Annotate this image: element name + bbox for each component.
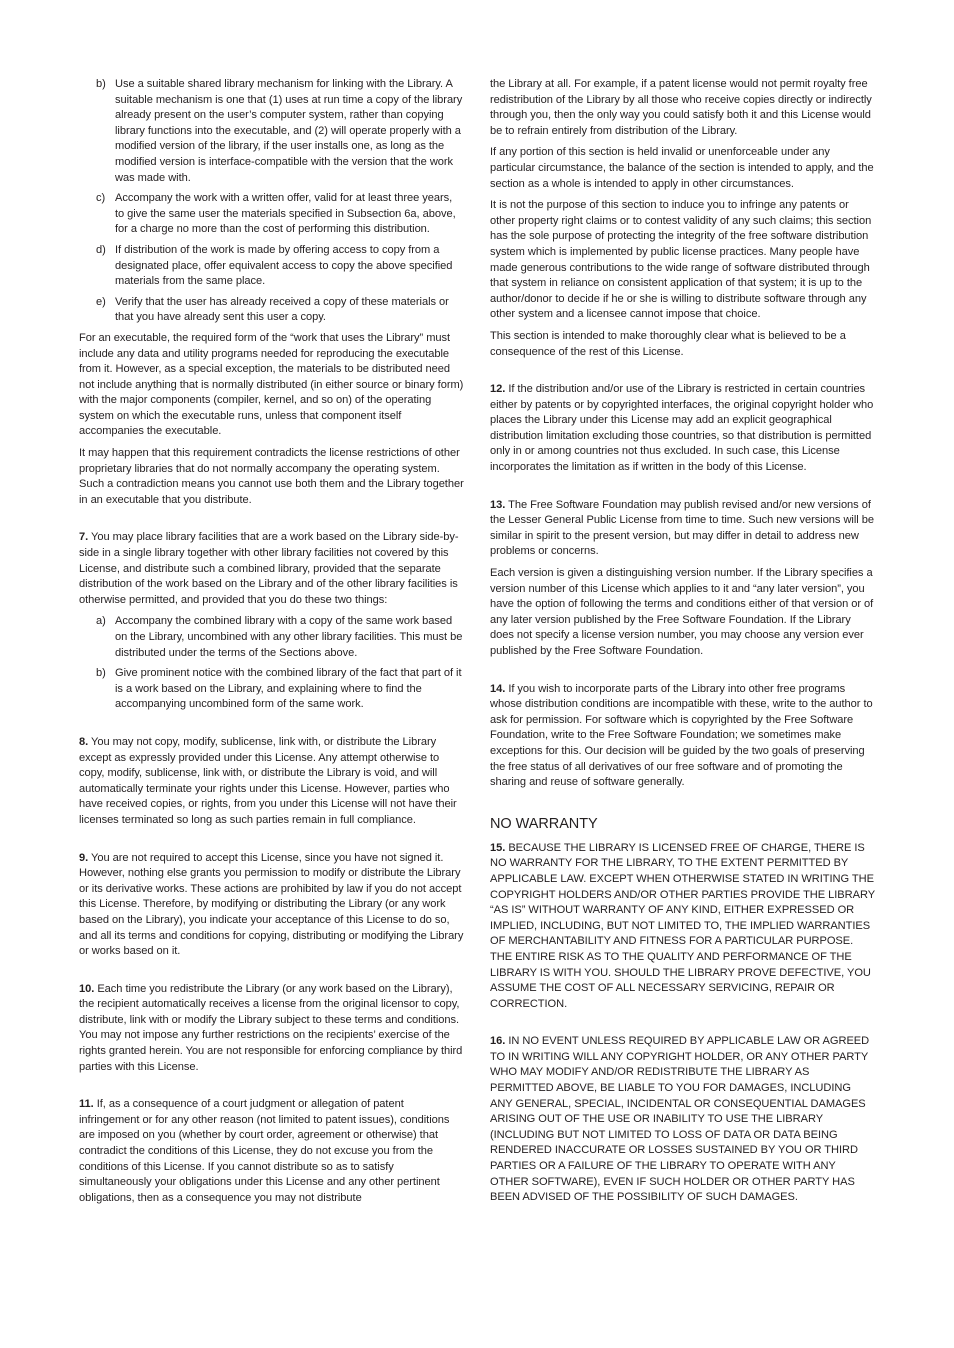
- section-paragraph: [79, 982, 464, 1076]
- list-marker: d): [96, 243, 106, 256]
- section-13: [490, 498, 875, 660]
- list-item-text: Accompany the combined library with a copy of the same work based on the Library, uncombined with any other library facilities. This must be distributed under the terms of the Sections above.: [115, 615, 463, 659]
- section-paragraph: [79, 1097, 464, 1206]
- section-number: 15.: [490, 841, 506, 854]
- section-number: 9.: [79, 851, 89, 864]
- section-text: If you wish to incorporate parts of the Library into other free programs whose distribution conditions are incompatible with these, write to the author to ask for permission. For software which is copyrighted by the Free Software Foundation, write to the Free Software Foundation; we sometimes make exceptions for this. Our decision will be guided by the two goals of preserving the free status of all derivatives of our free software and of promoting the sharing and reuse of software generally.: [490, 682, 873, 789]
- section-10: [79, 982, 464, 1076]
- section-9: [79, 851, 464, 960]
- list-marker: b): [96, 667, 106, 680]
- section-paragraph: [490, 498, 875, 560]
- paragraph: It is not the purpose of this section to induce you to infringe any patents or other property right claims or to contest validity of any such claims; this section has the sole purpose of protecting the integrity of the free software distribution system which is implemented by public license practices. Many people have made generous contributions to the wide range of software distributed through that system in reliance on consistent application of that system; it is up to the author/donor to decide if he or she is willing to distribute software through any other system and a licensee cannot impose that choice.: [490, 199, 872, 321]
- section-number: 11.: [79, 1098, 94, 1111]
- section-number: 12.: [490, 383, 506, 396]
- right-column: [490, 77, 875, 1212]
- list-item-text: If distribution of the work is made by offering access to copy from a designated place, offer equivalent access to copy the above specified materials from the same place.: [115, 243, 453, 288]
- section-8: [79, 735, 464, 829]
- list-marker: c): [96, 192, 106, 205]
- section-text: If, as a consequence of a court judgment or allegation of patent infringement or for any other reason (not limited to patent issues), conditions are imposed on you (whether by court order, agreement or otherwise) that contradict the conditions of this License, they do not excuse you from the conditions of this License. If you cannot distribute so as to satisfy simultaneously your obligations under this License and any other pertinent obligations, then as a consequence you may not distribute: [79, 1098, 450, 1204]
- list-item: [79, 666, 464, 713]
- section-paragraph: [490, 841, 875, 1013]
- section-number: 14.: [490, 682, 506, 695]
- section-paragraph: [79, 735, 464, 829]
- paragraph: If any portion of this section is held invalid or unenforceable under any particular circumstance, the balance of the section is intended to apply, and the section as a whole is intended to apply in other circumstances.: [490, 146, 874, 190]
- list-marker: e): [96, 295, 106, 308]
- section-14: [490, 682, 875, 791]
- left-column: [79, 77, 464, 1212]
- list-marker: b): [96, 78, 106, 90]
- list-item: [79, 77, 464, 186]
- section-number: 7.: [79, 531, 89, 544]
- section-paragraph: [490, 382, 875, 476]
- list-item: [79, 614, 464, 661]
- list-item-text: Use a suitable shared library mechanism for linking with the Library. A suitable mechanism is one that (1) uses at run time a copy of the library already present on the user’s computer system, rather than copying library functions into the executable, and (2) will operate properly with a modified version of the library, if the user installs one, as long as the modified version is interface-compatible with the version that the work was made with.: [115, 78, 463, 184]
- section-7: [79, 530, 464, 713]
- section-11: [79, 1097, 464, 1206]
- list-item-text: Give prominent notice with the combined library of the fact that part of it is a work based on the Library, and explaining where to find the accompanying uncombined form of the same work.: [115, 667, 462, 711]
- no-warranty-heading: NO WARRANTY: [490, 815, 598, 832]
- section-paragraph: [79, 530, 464, 608]
- paragraph: the Library at all. For example, if a patent license would not permit royalty free redistribution of the Library by all those who receive copies directly or indirectly through you, then the only way you could satisfy both it and this License would be to refrain entirely from distribution of the Library.: [490, 78, 872, 137]
- section-text: You may place library facilities that are a work based on the Library side-by-side in a single library together with other library facilities not covered by this License, and distribute such a combined library, provided that the separate distribution of the work based on the Library and of the other library facilities is otherwise permitted, and provided that you do these two things:: [79, 531, 459, 606]
- list-item-text: Verify that the user has already received a copy of these materials or that you have already sent this user a copy.: [115, 295, 449, 324]
- section-paragraph: [79, 851, 464, 960]
- section-paragraph: [490, 1034, 875, 1206]
- section-text: Each time you redistribute the Library (or any work based on the Library), the recipient automatically receives a license from the original licensor to copy, distribute, link with or modify the Library subject to these terms and conditions. You may not impose any further restrictions on the recipients’ exercise of the rights granted herein. You are not responsible for enforcing compliance by third parties with this License.: [79, 982, 463, 1073]
- section-text: If the distribution and/or use of the Library is restricted in certain countries either by patents or by copyrighted interfaces, the original copyright holder who places the Library under this License may add an explicit geographical distribution limitation excluding those countries, so that distribution is permitted only in or among countries not thus excluded. In such case, this License incorporates the limitation as if written in the body of this License.: [490, 383, 874, 474]
- section-paragraph: [490, 682, 875, 791]
- section-16: [490, 1034, 875, 1206]
- list-item: [79, 243, 464, 290]
- section-text: IN NO EVENT UNLESS REQUIRED BY APPLICABLE LAW OR AGREED TO IN WRITING WILL ANY COPYRIGHT HOLDER, OR ANY OTHER PARTY WHO MAY MODIFY AND/OR REDISTRIBUTE THE LIBRARY AS PERMITTED ABOVE, BE LIABLE TO YOU FOR DAMAGES, INCLUDING ANY GENERAL, SPECIAL, INCIDENTAL OR CONSEQUENTIAL DAMAGES ARISING OUT OF THE USE OR INABILITY TO USE THE LIBRARY (INCLUDING BUT NOT LIMITED TO LOSS OF DATA OR DATA BEING RENDERED INACCURATE OR LOSSES SUSTAINED BY YOU OR THIRD PARTIES OR A FAILURE OF THE LIBRARY TO OPERATE WITH ANY OTHER SOFTWARE), EVEN IF SUCH HOLDER OR OTHER PARTY HAS BEEN ADVISED OF THE POSSIBILITY OF SUCH DAMAGES.: [490, 1035, 870, 1204]
- section-text: You may not copy, modify, sublicense, link with, or distribute the Library except as expressly provided under this License. Any attempt otherwise to copy, modify, sublicense, link with, or distribute the Library is void, and will automatically terminate your rights under this License. However, parties who have received copies, or rights, from you under this License will not have their licenses terminated so long as such parties remain in full compliance.: [79, 735, 457, 826]
- paragraph: Each version is given a distinguishing version number. If the Library specifies a version number of this License which applies to it and “any later version”, you have the option of following the terms and conditions either of that version or of any later version published by the Free Software Foundation. If the Library does not specify a license version number, you may choose any version ever published by the Free Software Foundation.: [490, 567, 874, 657]
- list-marker: a): [96, 615, 106, 628]
- paragraph: For an executable, the required form of the “work that uses the Library” must include any data and utility programs needed for reproducing the executable from it. However, as a special exception, the materials to be distributed need not include anything that is normally distributed (in either source or binary form) with the major components (compiler, kernel, and so on) of the operating system on which the executable runs, unless that component itself accompanies the executable.: [79, 331, 464, 438]
- section-text: BECAUSE THE LIBRARY IS LICENSED FREE OF CHARGE, THERE IS NO WARRANTY FOR THE LIBRARY, TO THE EXTENT PERMITTED BY APPLICABLE LAW. EXCEPT WHEN OTHERWISE STATED IN WRITING THE COPYRIGHT HOLDERS AND/OR OTHER PARTIES PROVIDE THE LIBRARY “AS IS” WITHOUT WARRANTY OF ANY KIND, EITHER EXPRESSED OR IMPLIED, INCLUDING, BUT NOT LIMITED TO, THE IMPLIED WARRANTIES OF MERCHANTABILITY AND FITNESS FOR A PARTICULAR PURPOSE. THE ENTIRE RISK AS TO THE QUALITY AND PERFORMANCE OF THE LIBRARY IS WITH YOU. SHOULD THE LIBRARY PROVE DEFECTIVE, YOU ASSUME THE COST OF ALL NECESSARY SERVICING, REPAIR OR CORRECTION.: [490, 841, 875, 1010]
- section-number: 13.: [490, 498, 506, 511]
- section-number: 10.: [79, 982, 95, 995]
- section-12: [490, 382, 875, 476]
- section-7-list: [79, 614, 464, 713]
- paragraph: It may happen that this requirement contradicts the license restrictions of other proprietary libraries that do not normally accompany the operating system. Such a contradiction means you cannot use both them and the Library together in an executable that you distribute.: [79, 447, 464, 506]
- list-6-continued: [79, 77, 464, 326]
- section-text: You are not required to accept this License, since you have not signed it. However, nothing else grants you permission to modify or distribute the Library or its derivative works. These actions are prohibited by law if you do not accept this License. Therefore, by modifying or distributing the Library (or any work based on the Library), you indicate your acceptance of this License to do so, and all its terms and conditions for copying, distributing or modifying the Library or works based on it.: [79, 851, 464, 958]
- section-number: 16.: [490, 1035, 506, 1048]
- section-number: 8.: [79, 735, 89, 748]
- list-item: [79, 191, 464, 238]
- list-item-text: Accompany the work with a written offer, valid for at least three years, to give the same user the materials specified in Subsection 6a, above, for a charge no more than the cost of performing this distribution.: [115, 192, 456, 236]
- paragraph: This section is intended to make thoroughly clear what is believed to be a consequence of the rest of this License.: [490, 329, 846, 358]
- section-text: The Free Software Foundation may publish revised and/or new versions of the Lesser General Public License from time to time. Such new versions will be similar in spirit to the present version, but may differ in detail to address new problems or concerns.: [490, 498, 874, 558]
- section-15: [490, 841, 875, 1013]
- list-item: [79, 295, 464, 326]
